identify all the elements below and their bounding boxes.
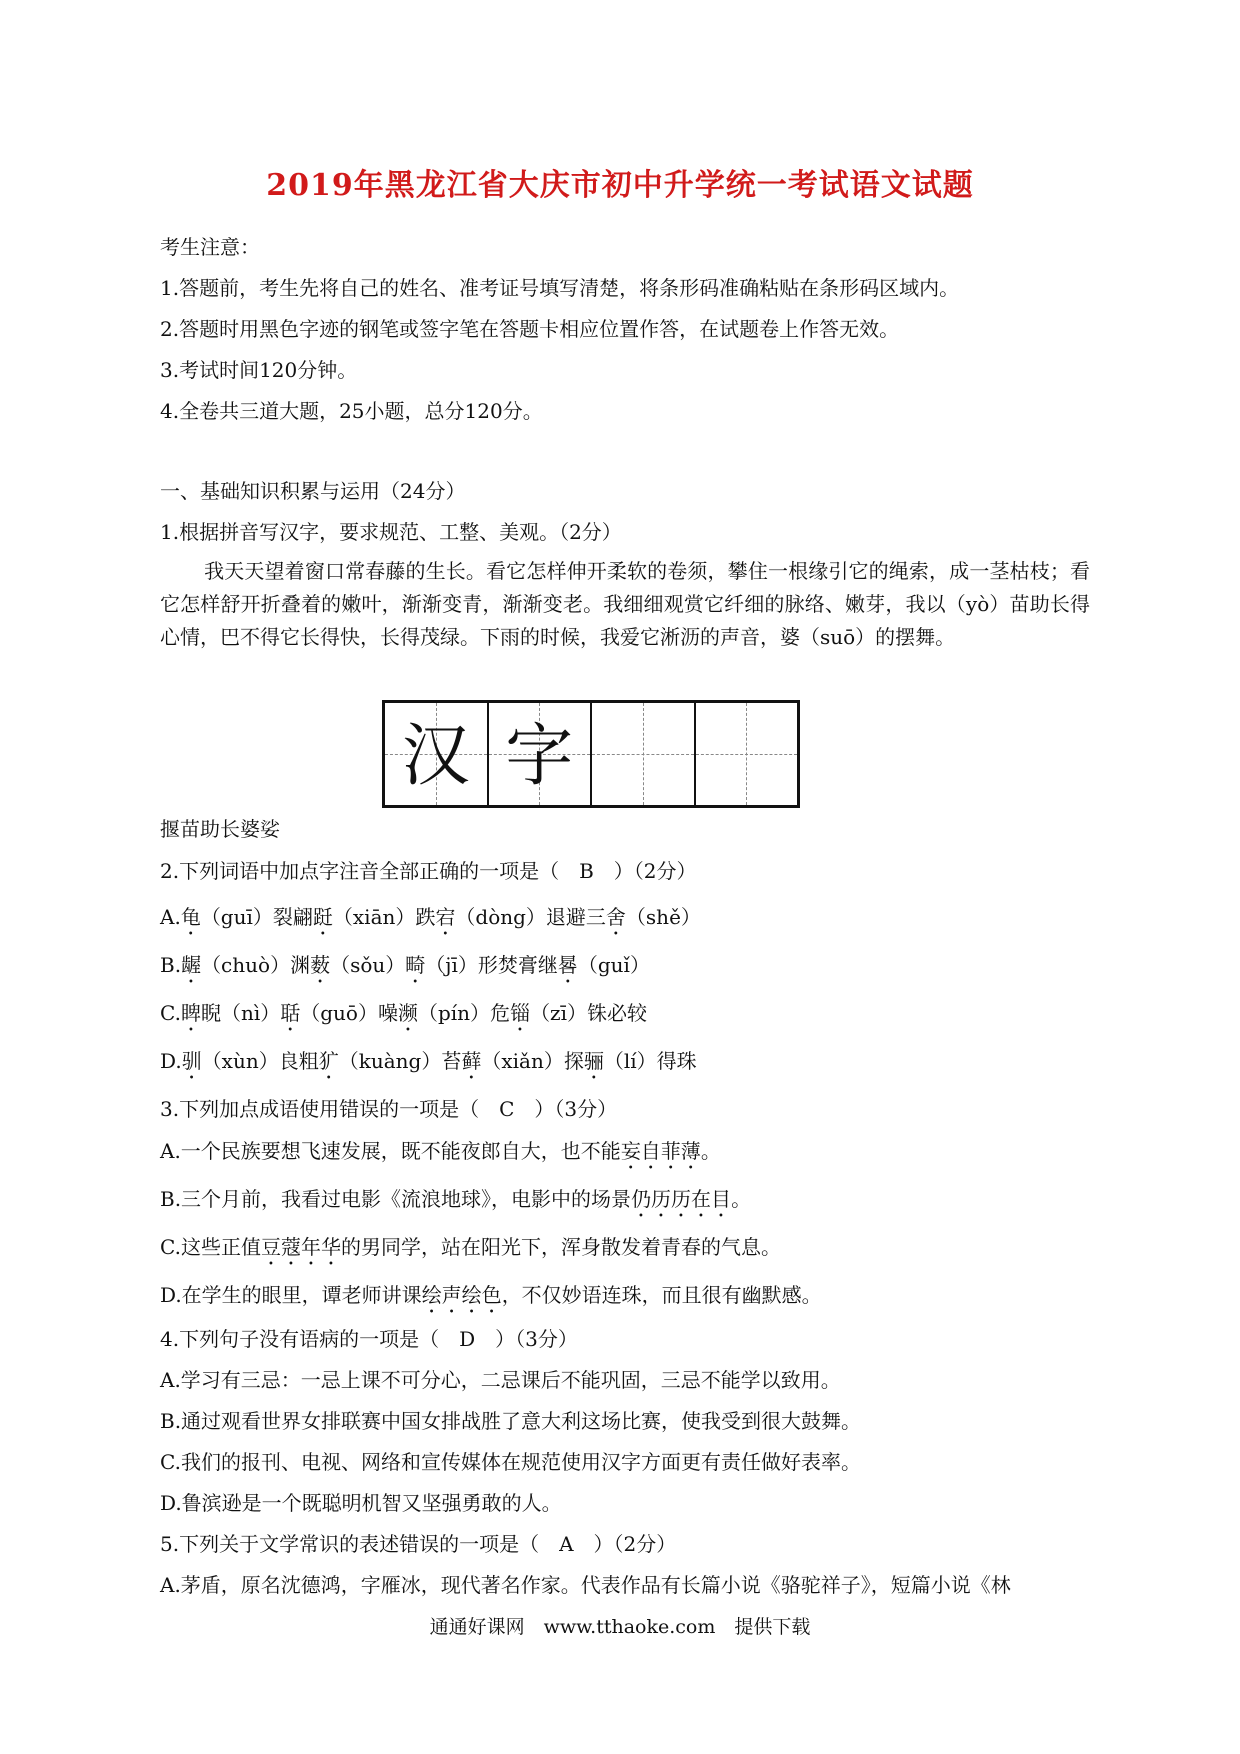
notice-item-4: 4.全卷共三道大题，25小题，总分120分。 bbox=[160, 399, 543, 423]
question-3-option-a: A.一个民族要想飞速发展，既不能夜郎自大，也不能妄自菲薄。 bbox=[160, 1139, 721, 1163]
grid-char: 字 bbox=[505, 717, 574, 796]
page-title: 2019年黑龙江省大庆市初中升学统一考试语文试题 bbox=[266, 168, 974, 203]
grid-cell[interactable] bbox=[385, 703, 489, 805]
notice-item-1: 1.答题前，考生先将自己的姓名、准考证号填写清楚，将条形码准确粘贴在条形码区域内。 bbox=[160, 276, 960, 300]
question-4-option-b: B.通过观看世界女排联赛中国女排战胜了意大利这场比赛，使我受到很大鼓舞。 bbox=[160, 1409, 862, 1433]
grid-cell[interactable] bbox=[489, 703, 593, 805]
question-3-option-b: B.三个月前，我看过电影《流浪地球》，电影中的场景仍历历在目。 bbox=[160, 1187, 752, 1211]
writing-grid bbox=[382, 700, 800, 808]
question-4-stem: 4.下列句子没有语病的一项是（ D ）（3分） bbox=[160, 1327, 578, 1351]
question-1-answer: 揠苗助长婆娑 bbox=[160, 817, 280, 841]
question-4-option-d: D.鲁滨逊是一个既聪明机智又坚强勇敢的人。 bbox=[160, 1491, 562, 1515]
question-2-option-a: A.龟（guī）裂翩跹（xiān）跌宕（dòng）退避三舍（shě） bbox=[160, 905, 701, 929]
question-2-option-d: D.驯（xùn）良粗犷（kuàng）苔藓（xiǎn）探骊（lí）得珠 bbox=[160, 1049, 697, 1073]
question-3-option-c: C.这些正值豆蔻年华的男同学，站在阳光下，浑身散发着青春的气息。 bbox=[160, 1235, 781, 1259]
question-2-option-c: C.睥睨（nì）聒（guō）噪濒（pín）危锱（zī）铢必较 bbox=[160, 1001, 647, 1025]
question-1-stem: 1.根据拼音写汉字，要求规范、工整、美观。（2分） bbox=[160, 520, 622, 544]
question-3-stem: 3.下列加点成语使用错误的一项是（ C ）（3分） bbox=[160, 1097, 618, 1121]
section-heading: 一、基础知识积累与运用（24分） bbox=[160, 479, 466, 503]
notice-heading: 考生注意： bbox=[160, 235, 260, 259]
grid-char: 汉 bbox=[401, 717, 470, 796]
question-4-option-c: C.我们的报刊、电视、网络和宣传媒体在规范使用汉字方面更有责任做好表率。 bbox=[160, 1450, 861, 1474]
notice-item-3: 3.考试时间120分钟。 bbox=[160, 358, 358, 382]
question-2-option-b: B.龌（chuò）渊薮（sǒu）畸（jī）形焚膏继晷（guǐ） bbox=[160, 953, 650, 977]
question-2-stem: 2.下列词语中加点字注音全部正确的一项是（ B ）（2分） bbox=[160, 859, 697, 883]
grid-cell[interactable] bbox=[696, 703, 798, 805]
grid-cell[interactable] bbox=[592, 703, 696, 805]
page-footer: 通通好课网 www.tthaoke.com 提供下载 bbox=[429, 1616, 811, 1638]
notice-item-2: 2.答题时用黑色字迹的钢笔或签字笔在答题卡相应位置作答，在试题卷上作答无效。 bbox=[160, 317, 900, 341]
question-5-option-a: A.茅盾，原名沈德鸿，字雁冰，现代著名作家。代表作品有长篇小说《骆驼祥子》，短篇小说《林 bbox=[160, 1573, 1011, 1597]
question-1-passage: 我天天望着窗口常春藤的生长。看它怎样伸开柔软的卷须，攀住一根缘引它的绳索，成一茎枯枝；看它怎样舒开折叠着的嫩叶，渐渐变青，渐渐变老。我细细观赏它纤细的脉络、嫩芽，我以（yò）苗助长得心情，巴不得它长得快，长得茂绿。下雨的时候，我爱它淅沥的声音，婆（suō）的摆舞。 bbox=[160, 559, 1090, 649]
question-4-option-a: A.学习有三忌：一忌上课不可分心，二忌课后不能巩固，三忌不能学以致用。 bbox=[160, 1368, 841, 1392]
question-5-stem: 5.下列关于文学常识的表述错误的一项是（ A ）（2分） bbox=[160, 1532, 677, 1556]
question-3-option-d: D.在学生的眼里，谭老师讲课绘声绘色，不仅妙语连珠，而且很有幽默感。 bbox=[160, 1283, 822, 1307]
